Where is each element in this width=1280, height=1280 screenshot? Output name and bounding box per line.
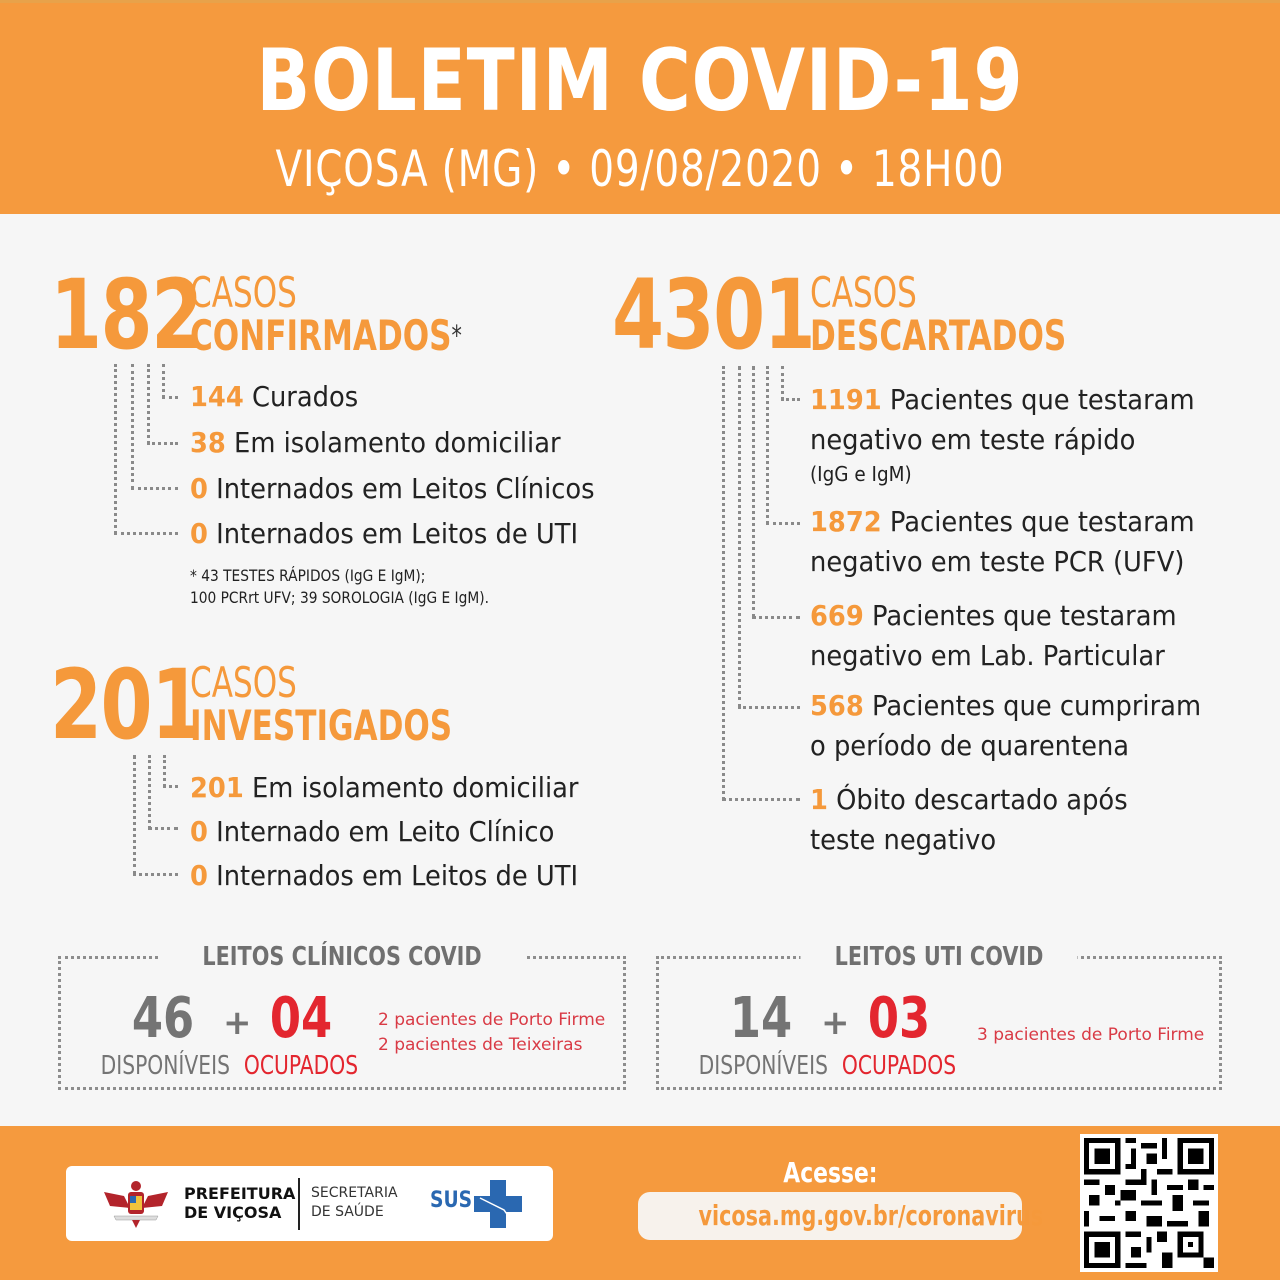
discarded-item-rapid-test: 1191 Pacientes que testaram negativo em teste rápido (IgG e IgM) <box>810 383 1195 486</box>
confirmed-label-line2: CONFIRMADOS <box>190 311 452 360</box>
divider <box>298 1178 300 1230</box>
tree-line <box>163 755 166 787</box>
tree-line <box>162 396 178 399</box>
header-banner <box>0 0 1280 214</box>
tree-line <box>163 785 178 788</box>
bulletin-title: BOLETIM COVID-19 <box>256 31 1024 131</box>
tree-line <box>148 827 178 830</box>
discarded-count: 4301 <box>612 259 815 371</box>
tree-line <box>148 755 151 829</box>
tree-line <box>722 798 800 801</box>
sus-cross-icon <box>474 1180 522 1228</box>
investigated-item-icu-beds: 0 Internados em Leitos de UTI <box>190 859 579 892</box>
clinical-beds-box <box>58 942 626 1090</box>
tree-line <box>722 366 725 800</box>
confirmed-item-icu-beds: 0 Internados em Leitos de UTI <box>190 517 579 550</box>
bulletin-subtitle: VIÇOSA (MG) • 09/08/2020 • 18H00 <box>275 140 1005 198</box>
tree-line <box>162 364 165 398</box>
tree-line <box>738 366 741 708</box>
secretaria-logo-text: SECRETARIA DE SAÚDE <box>311 1185 398 1220</box>
plus-sign: + <box>223 1003 252 1043</box>
icu-beds-occupied-label: OCUPADOS <box>841 1051 957 1081</box>
clinical-beds-occupied: 04 <box>269 986 333 1051</box>
logo-card <box>66 1166 553 1241</box>
tree-line <box>133 873 178 876</box>
clinical-beds-title: LEITOS CLÍNICOS COVID <box>159 941 524 973</box>
access-label: Acesse: <box>782 1156 878 1189</box>
tree-line <box>114 364 117 534</box>
sus-logo-text: SUS <box>430 1188 473 1213</box>
discarded-item-quarantine: 568 Pacientes que cumpriram o período de quarentena <box>810 689 1202 762</box>
tree-line <box>766 366 769 524</box>
coat-of-arms-icon <box>102 1178 170 1230</box>
investigated-item-home-isolation: 201 Em isolamento domiciliar <box>190 771 579 804</box>
tree-line <box>738 706 800 709</box>
icu-beds-occupied: 03 <box>867 986 931 1051</box>
discarded-item-private-lab: 669 Pacientes que testaram negativo em Lab. Particular <box>810 599 1177 672</box>
confirmed-item-cured: 144 Curados <box>190 380 359 413</box>
website-link[interactable]: vicosa.mg.gov.br/coronavirus <box>638 1192 1022 1240</box>
clinical-beds-available: 46 <box>131 986 195 1051</box>
plus-sign: + <box>821 1003 850 1043</box>
clinical-beds-available-label: DISPONÍVEIS <box>100 1051 230 1081</box>
tree-line <box>133 755 136 875</box>
tree-line <box>781 398 800 401</box>
tree-line <box>752 616 800 619</box>
qr-code-icon <box>1084 1138 1214 1268</box>
clinical-beds-notes: 2 pacientes de Porto Firme 2 pacientes de Teixeiras <box>378 1010 606 1055</box>
confirmed-item-clinical-beds: 0 Internados em Leitos Clínicos <box>190 472 595 505</box>
tree-line <box>147 442 178 445</box>
confirmed-item-home-isolation: 38 Em isolamento domiciliar <box>190 426 561 459</box>
icu-beds-available-label: DISPONÍVEIS <box>698 1051 828 1081</box>
tree-line <box>781 366 784 400</box>
discarded-item-death-discarded: 1 Óbito descartado após teste negativo <box>810 783 1128 856</box>
footer-banner <box>0 1126 1280 1280</box>
confirmed-label-line1: CASOS <box>190 268 297 317</box>
icu-beds-available: 14 <box>729 986 793 1051</box>
tree-line <box>752 366 755 618</box>
icu-beds-title: LEITOS UTI COVID <box>800 941 1077 973</box>
discarded-item-pcr-test: 1872 Pacientes que testaram negativo em teste PCR (UFV) <box>810 505 1195 578</box>
investigated-item-clinical-bed: 0 Internado em Leito Clínico <box>190 815 555 848</box>
prefeitura-logo-text: PREFEITURA DE VIÇOSA <box>184 1184 296 1222</box>
tree-line <box>147 364 150 444</box>
clinical-beds-occupied-label: OCUPADOS <box>243 1051 359 1081</box>
qr-code[interactable] <box>1080 1134 1218 1272</box>
confirmed-label <box>190 268 462 360</box>
investigated-count: 201 <box>50 649 202 761</box>
investigated-label: CASOS INVESTIGADOS <box>190 658 453 750</box>
icu-beds-box <box>656 942 1222 1090</box>
tree-line <box>131 364 134 489</box>
icu-beds-notes: 3 pacientes de Porto Firme <box>977 1025 1205 1045</box>
tree-line <box>131 487 178 490</box>
tree-line <box>766 522 800 525</box>
confirmed-footnote: * 43 TESTES RÁPIDOS (IgG E IgM); 100 PCRrt UFV; 39 SOROLOGIA (IgG E IgM). <box>190 566 489 607</box>
asterisk: * <box>451 319 462 352</box>
tree-line <box>114 532 178 535</box>
discarded-label: CASOS DESCARTADOS <box>810 268 1067 360</box>
confirmed-count: 182 <box>50 259 202 371</box>
